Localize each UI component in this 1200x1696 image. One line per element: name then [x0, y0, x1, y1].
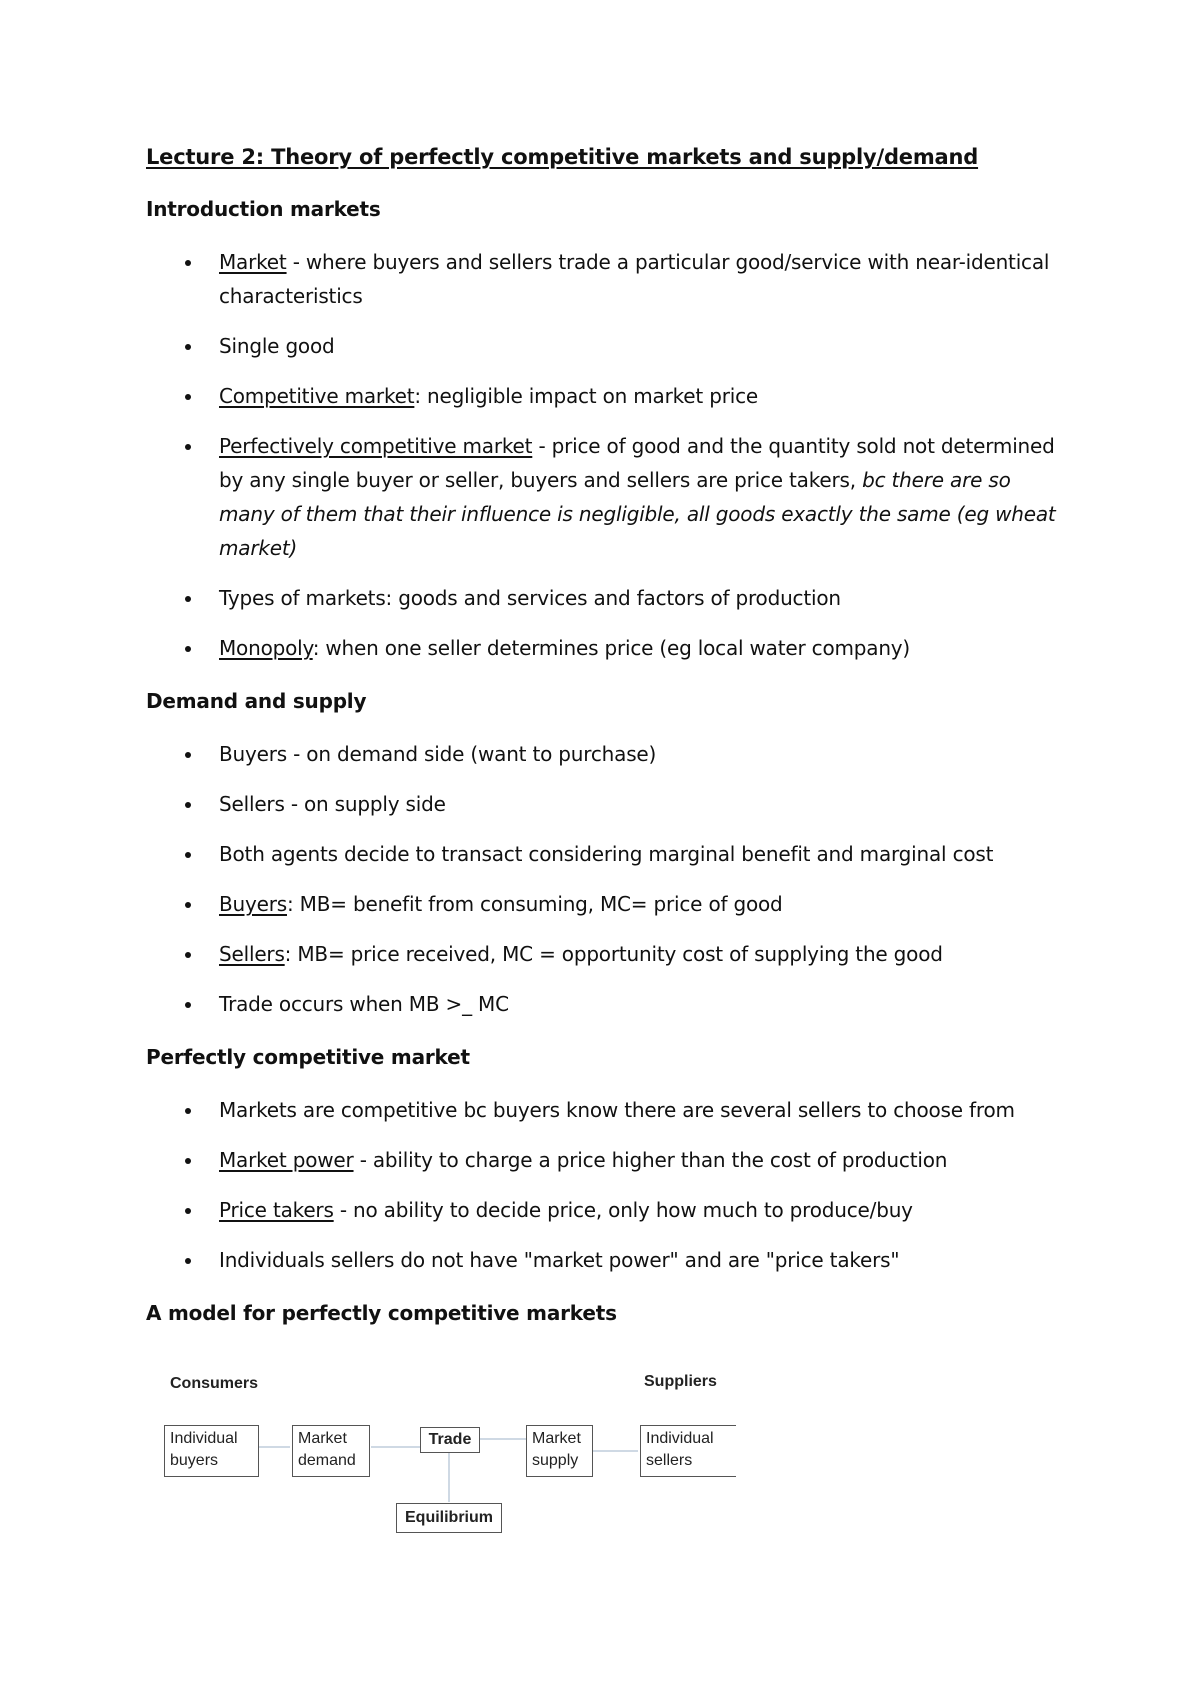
bullet-icon [185, 444, 191, 450]
bullet-icon [185, 1258, 191, 1264]
individual-buyers-box: Individual buyers [164, 1425, 259, 1477]
term: Market power [219, 1148, 354, 1172]
list-item [146, 937, 1066, 971]
item-text: : MB= benefit from consuming, MC= price of good [286, 892, 783, 916]
consumers-label: Consumers [170, 1375, 259, 1392]
market-supply-box: Market supply [526, 1425, 593, 1477]
item-text: Trade occurs when MB >_ MC [219, 992, 509, 1016]
list-item [146, 1243, 1066, 1277]
item-text: : negligible impact on market price [414, 384, 758, 408]
market-model-diagram [150, 1365, 750, 1555]
item-text: - no ability to decide price, only how much to produce/buy [333, 1198, 913, 1222]
item-text: : when one seller determines price (eg local water company) [312, 636, 911, 660]
bullet-icon [185, 1158, 191, 1164]
term: Market [219, 250, 287, 274]
list-item [146, 1143, 1066, 1177]
equilibrium-box: Equilibrium [396, 1503, 502, 1533]
term: Perfectively competitive market [219, 434, 533, 458]
term: Competitive market [219, 384, 415, 408]
list-item [146, 987, 1066, 1021]
term: Price takers [219, 1198, 334, 1222]
bullet-icon [185, 596, 191, 602]
bullet-icon [185, 902, 191, 908]
item-text: - ability to charge a price higher than the cost of production [353, 1148, 948, 1172]
list-introduction-markets [146, 245, 1066, 665]
list-demand-and-supply [146, 737, 1066, 1021]
bullet-icon [185, 952, 191, 958]
bullet-icon [185, 646, 191, 652]
item-text: - price of good and the quantity sold not determined by any single buyer or seller, buyers and sellers are price takers, [219, 434, 1055, 492]
list-item [146, 887, 1066, 921]
list-item [146, 1093, 1066, 1127]
item-text: Individuals sellers do not have "market power" and are "price takers" [219, 1248, 900, 1272]
individual-sellers-box: Individual sellers [640, 1425, 736, 1477]
term: Sellers [219, 942, 285, 966]
list-item [146, 379, 1066, 413]
bullet-icon [185, 852, 191, 858]
item-text: Markets are competitive bc buyers know there are several sellers to choose from [219, 1098, 1015, 1122]
list-item [146, 787, 1066, 821]
bullet-icon [185, 1208, 191, 1214]
list-item [146, 581, 1066, 615]
list-item [146, 245, 1066, 313]
heading-introduction-markets: Introduction markets [146, 197, 381, 221]
heading-demand-and-supply: Demand and supply [146, 689, 367, 713]
term: Buyers [219, 892, 287, 916]
item-text: Sellers - on supply side [219, 792, 446, 816]
term: Monopoly [219, 636, 313, 660]
list-item [146, 837, 1066, 871]
item-text: Both agents decide to transact considering marginal benefit and marginal cost [219, 842, 994, 866]
suppliers-label: Suppliers [644, 1373, 717, 1390]
document-page [146, 143, 1066, 1349]
list-item [146, 737, 1066, 771]
item-text: : MB= price received, MC = opportunity cost of supplying the good [284, 942, 943, 966]
item-text: Buyers - on demand side (want to purchase) [219, 742, 657, 766]
item-text: Single good [219, 334, 335, 358]
bullet-icon [185, 344, 191, 350]
bullet-icon [185, 394, 191, 400]
bullet-icon [185, 752, 191, 758]
bullet-icon [185, 1108, 191, 1114]
market-demand-box: Market demand [292, 1425, 370, 1477]
item-text: Types of markets: goods and services and factors of production [219, 586, 841, 610]
bullet-icon [185, 802, 191, 808]
list-perfectly-competitive-market [146, 1093, 1066, 1277]
bullet-icon [185, 1002, 191, 1008]
heading-model: A model for perfectly competitive markets [146, 1301, 617, 1325]
list-item [146, 631, 1066, 665]
trade-box: Trade [420, 1427, 480, 1453]
bullet-icon [185, 260, 191, 266]
heading-perfectly-competitive-market: Perfectly competitive market [146, 1045, 470, 1069]
lecture-title: Lecture 2: Theory of perfectly competitive markets and supply/demand [146, 145, 979, 169]
list-item [146, 329, 1066, 363]
list-item [146, 1193, 1066, 1227]
list-item [146, 429, 1066, 565]
item-text-italic: bc there are so many of them that their influence is negligible, all goods exactly the same (eg wheat market) [219, 468, 1056, 560]
item-text: - where buyers and sellers trade a particular good/service with near-identical characteristics [219, 250, 1050, 308]
